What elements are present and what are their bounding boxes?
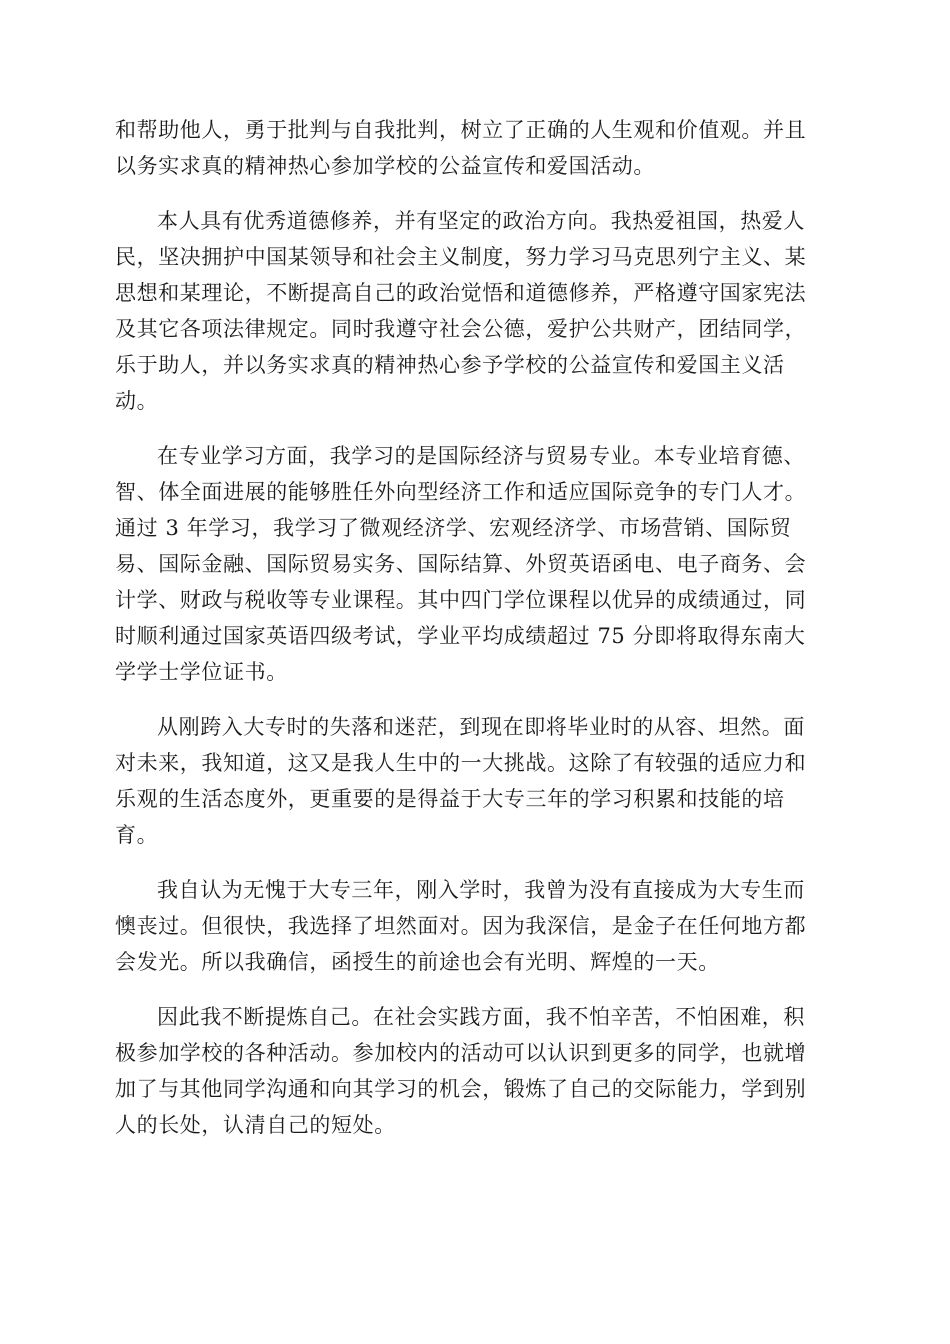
paragraph-1 (115, 112, 835, 184)
text-line: 和帮助他人，勇于批判与自我批判，树立了正确的人生观和价值观。并且 (115, 118, 807, 142)
paragraph-6 (115, 999, 835, 1143)
text-line: 极参加学校的各种活动。参加校内的活动可以认识到更多的同学，也就增 (115, 1041, 807, 1065)
text-line: 动。 (115, 389, 159, 413)
text-line: 会发光。所以我确信，函授生的前途也会有光明、辉煌的一天。 (115, 950, 720, 974)
text-line: 因此我不断提炼自己。在社会实践方面，我不怕辛苦，不怕困难，积 (157, 1005, 805, 1029)
paragraph-3 (115, 438, 835, 690)
text-line: 育。 (115, 823, 159, 847)
text-line: 时顺利通过国家英语四级考试，学业平均成绩超过 75 分即将取得东南大 (115, 624, 806, 648)
text-line: 在专业学习方面，我学习的是国际经济与贸易专业。本专业培育德、 (157, 444, 805, 468)
text-line: 易、国际金融、国际贸易实务、国际结算、外贸英语函电、电子商务、会 (115, 552, 807, 576)
text-line: 对未来，我知道，这又是我人生中的一大挑战。这除了有较强的适应力和 (115, 751, 807, 775)
text-line: 懊丧过。但很快，我选择了坦然面对。因为我深信，是金子在任何地方都 (115, 914, 807, 938)
text-line: 智、体全面进展的能够胜任外向型经济工作和适应国际竞争的专门人才。 (115, 480, 807, 504)
text-line: 人的长处，认清自己的短处。 (115, 1113, 396, 1137)
text-line: 通过 3 年学习，我学习了微观经济学、宏观经济学、市场营销、国际贸 (115, 516, 792, 540)
text-line: 我自认为无愧于大专三年，刚入学时，我曾为没有直接成为大专生而 (157, 878, 805, 902)
text-line: 及其它各项法律规定。同时我遵守社会公德，爱护公共财产，团结同学， (115, 317, 807, 341)
paragraph-4 (115, 709, 835, 853)
text-line: 以务实求真的精神热心参加学校的公益宣传和爱国活动。 (115, 154, 655, 178)
text-line: 乐观的生活态度外，更重要的是得益于大专三年的学习积累和技能的培 (115, 787, 785, 811)
text-line: 乐于助人，并以务实求真的精神热心参予学校的公益宣传和爱国主义活 (115, 353, 785, 377)
document-body (115, 112, 835, 1162)
text-line: 思想和某理论，不断提高自己的政治觉悟和道德修养，严格遵守国家宪法 (115, 281, 807, 305)
text-line: 从刚跨入大专时的失落和迷茫，到现在即将毕业时的从容、坦然。面 (157, 715, 805, 739)
text-line: 计学、财政与税收等专业课程。其中四门学位课程以优异的成绩通过，同 (115, 588, 807, 612)
text-line: 学学士学位证书。 (115, 660, 288, 684)
paragraph-5 (115, 872, 835, 980)
text-line: 加了与其他同学沟通和向其学习的机会，锻炼了自己的交际能力，学到别 (115, 1077, 807, 1101)
text-line: 本人具有优秀道德修养，并有坚定的政治方向。我热爱祖国，热爱人 (157, 209, 805, 233)
text-line: 民，坚决拥护中国某领导和社会主义制度，努力学习马克思列宁主义、某 (115, 245, 807, 269)
paragraph-2 (115, 203, 835, 419)
